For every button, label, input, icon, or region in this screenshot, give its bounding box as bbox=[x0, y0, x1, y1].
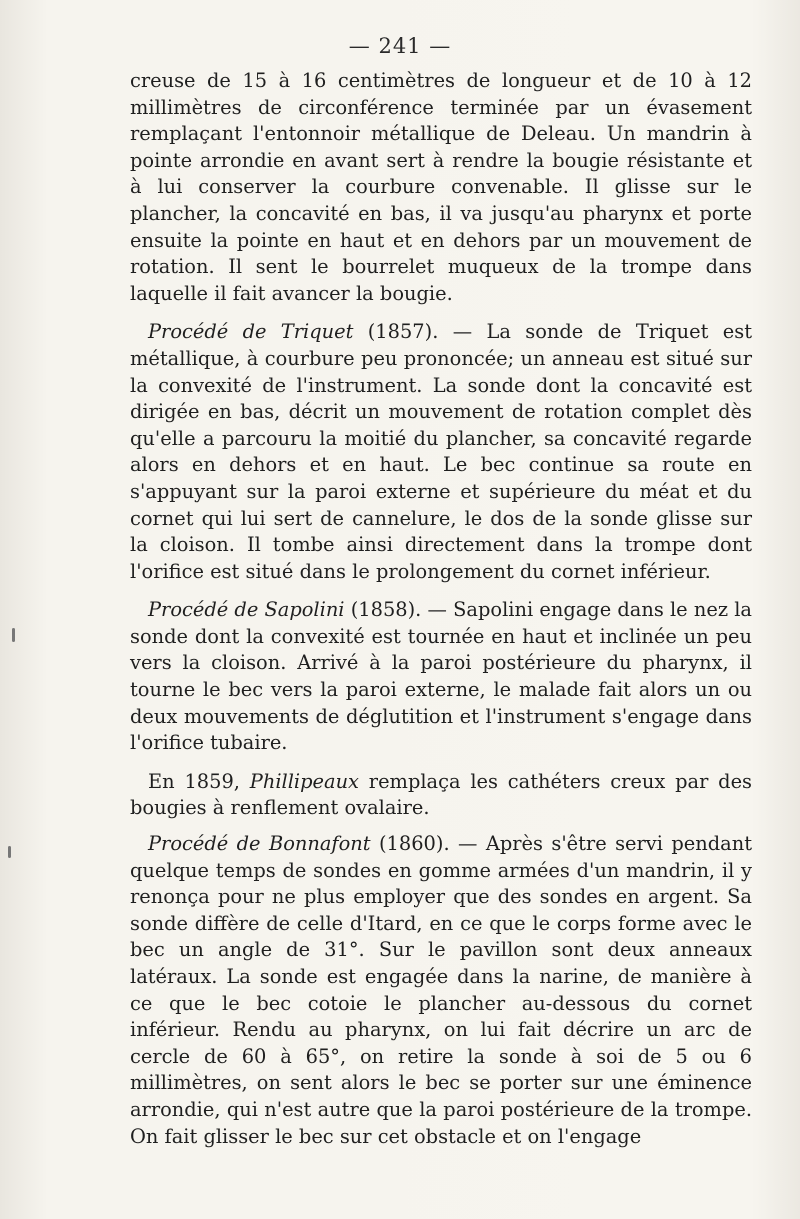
paragraph-sapolini bbox=[130, 597, 752, 757]
page-number: — 241 — bbox=[348, 34, 452, 58]
paragraph-body: remplaça les cathéters creux par des bougies à renflement ovalaire. bbox=[130, 769, 752, 820]
paragraph-body: Après s'être servi pendant quelque temps de sondes en gomme armées d'un mandrin, il y renonça pour ne plus employer que des sondes en argent. Sa sonde diffère de celle d'Itard, en ce que le corps forme avec le bec un angle de 31°. Sur le pavillon sont deux anneaux latéraux. La sonde est engagée dans la narine, de manière à ce que le bec cotoie le plancher au-dessous du cornet inférieur. Rendu au pharynx, on lui fait décrire un arc de cercle de 60 à 65°, on retire la sonde à soi de 5 ou 6 millimètres, on sent alors le bec se porter sur une éminence arrondie, qui n'est autre que la paroi postérieure de la trompe. On fait glisser le bec sur cet obstacle et on l'engage bbox=[130, 832, 752, 1148]
author-name: Phillipeaux bbox=[249, 769, 359, 793]
procedure-year: (1860). — bbox=[370, 832, 486, 856]
paragraph-phillipeaux bbox=[130, 769, 752, 822]
procedure-year: (1857). — bbox=[353, 320, 487, 344]
margin-mark bbox=[8, 846, 11, 858]
paragraph-continuation: creuse de 15 à 16 centimètres de longueur et de 10 à 12 millimètres de circonférence terminée par un évasement remplaçant l'entonnoir métallique de Deleau. Un mandrin à pointe arrondie en avant sert à rendre la bougie résistante et à lui conserver la courbure convenable. Il glisse sur le plancher, la concavité en bas, il va jusqu'au pharynx et porte ensuite la pointe en haut et en dehors par un mouvement de rotation. Il sent le bourrelet muqueux de la trompe dans laquelle il fait avancer la bougie. bbox=[130, 69, 752, 305]
paragraph-lead: En 1859, bbox=[148, 769, 250, 793]
body-text bbox=[130, 68, 752, 1150]
margin-mark bbox=[12, 628, 15, 642]
procedure-year: (1858). — bbox=[344, 598, 454, 622]
paragraph-body: La sonde de Triquet est métallique, à courbure peu prononcée; un anneau est situé sur la convexité de l'instrument. La sonde dont la concavité est dirigée en bas, décrit un mouvement de rotation complet dès qu'elle a parcouru la moitié du plancher, sa concavité regarde alors en dehors et en haut. Le bec continue sa route en s'appuyant sur la paroi externe et supérieure du méat et du cornet qui lui sert de cannelure, le dos de la sonde glisse sur la cloison. Il tombe ainsi directement dans la trompe dont l'orifice est situé dans le prolongement du cornet inférieur. bbox=[130, 320, 752, 583]
procedure-title: Procédé de Sapolini bbox=[148, 598, 345, 622]
paragraph-body: Sapolini engage dans le nez la sonde dont la convexité est tournée en haut et inclinée un peu vers la cloison. Arrivé à la paroi postérieure du pharynx, il tourne le bec vers la paroi externe, le malade fait alors un ou deux mouvements de déglutition et l'instrument s'engage dans l'orifice tubaire. bbox=[130, 598, 752, 755]
procedure-title: Procédé de Bonnafont bbox=[148, 832, 371, 856]
paragraph-bonnafont bbox=[130, 831, 752, 1150]
paragraph-triquet bbox=[130, 319, 752, 585]
procedure-title: Procédé de Triquet bbox=[148, 320, 354, 344]
